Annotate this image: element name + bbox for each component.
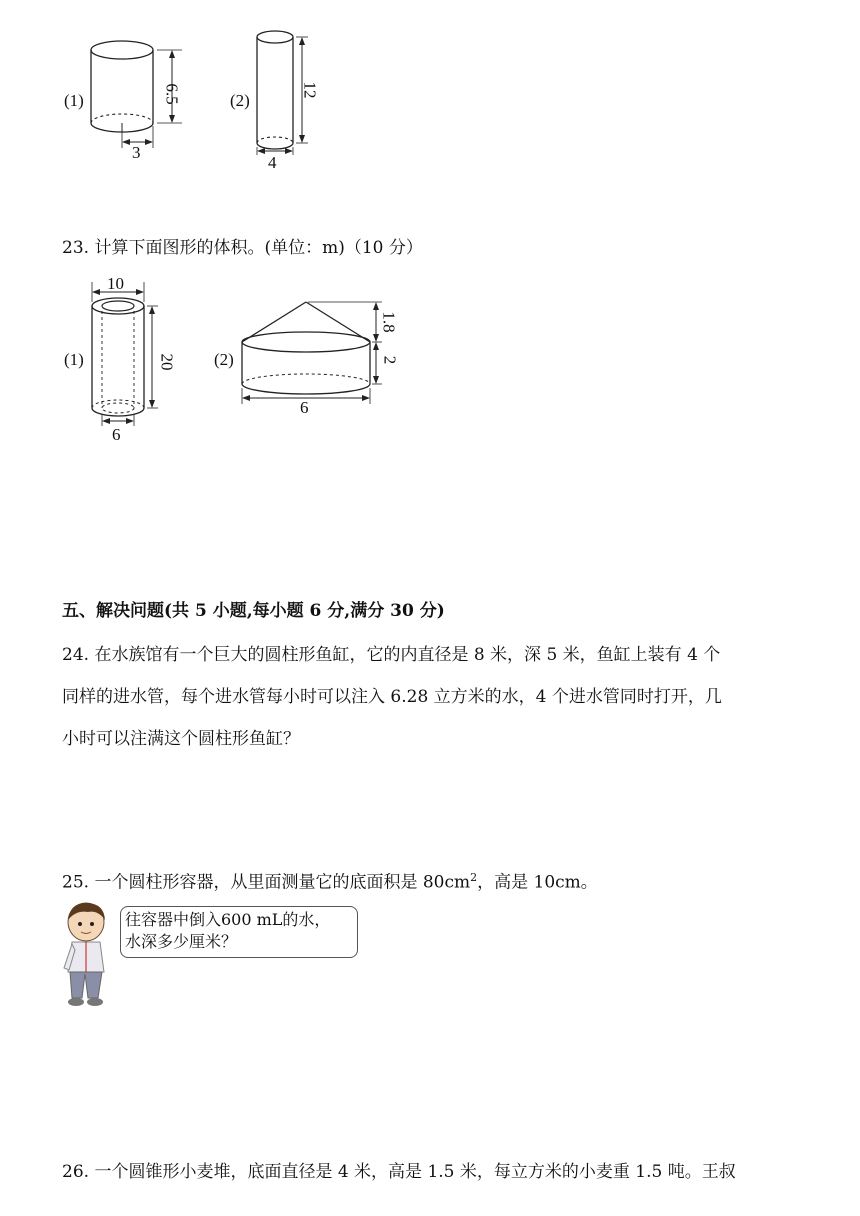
figure-2-diameter: 4 (268, 153, 277, 172)
question-24-line-2: 同样的进水管，每个进水管每小时可以注入 6.28 立方米的水，4 个进水管同时打开，几 (62, 687, 722, 707)
figure-1-height: 6.5 (162, 83, 182, 105)
q23-figure-2-diameter: 6 (300, 398, 309, 417)
question-23: 23. 计算下面图形的体积。(单位：m)（10 分） (62, 238, 423, 258)
q23-figure-1-label: (1) (64, 350, 84, 369)
q23-figure-2-label: (2) (214, 350, 234, 369)
q23-figure-1-inner-diameter: 6 (112, 425, 121, 444)
bubble-line-2: 水深多少厘米？ (125, 932, 238, 951)
boy-illustration (58, 898, 118, 1010)
section-heading: 五、解决问题(共 5 小题,每小题 6 分,满分 30 分) (62, 601, 445, 621)
q23-figure-2-cone-height: 1.8 (379, 311, 399, 333)
question-24-line-3: 小时可以注满这个圆柱形鱼缸？ (62, 729, 300, 749)
q23-figure-2-cylinder-height: 2 (380, 355, 400, 365)
figure-1-label: (1) (64, 91, 84, 110)
bubble-line-1: 往容器中倒入600 mL的水， (125, 910, 331, 929)
figure-1-radius: 3 (132, 143, 141, 162)
figure-2-height: 12 (300, 81, 320, 99)
question-26: 26. 一个圆锥形小麦堆，底面直径是 4 米，高是 1.5 米，每立方米的小麦重 1.5 吨。王叔 (62, 1162, 736, 1182)
question-25-text-end: ，高是 10cm。 (477, 872, 598, 893)
q23-figure-1-outer-diameter: 10 (107, 274, 124, 293)
figure-2-label: (2) (230, 91, 250, 110)
superscript: 2 (470, 871, 478, 884)
question-25 (62, 858, 842, 903)
question-24-line-1: 24. 在水族馆有一个巨大的圆柱形鱼缸，它的内直径是 8 米，深 5 米，鱼缸上装有 4 个 (62, 645, 721, 665)
speech-bubble (120, 906, 358, 958)
question-25-text: 25. 一个圆柱形容器，从里面测量它的底面积是 80cm (62, 872, 471, 893)
q23-figure-1-height: 20 (157, 353, 177, 371)
